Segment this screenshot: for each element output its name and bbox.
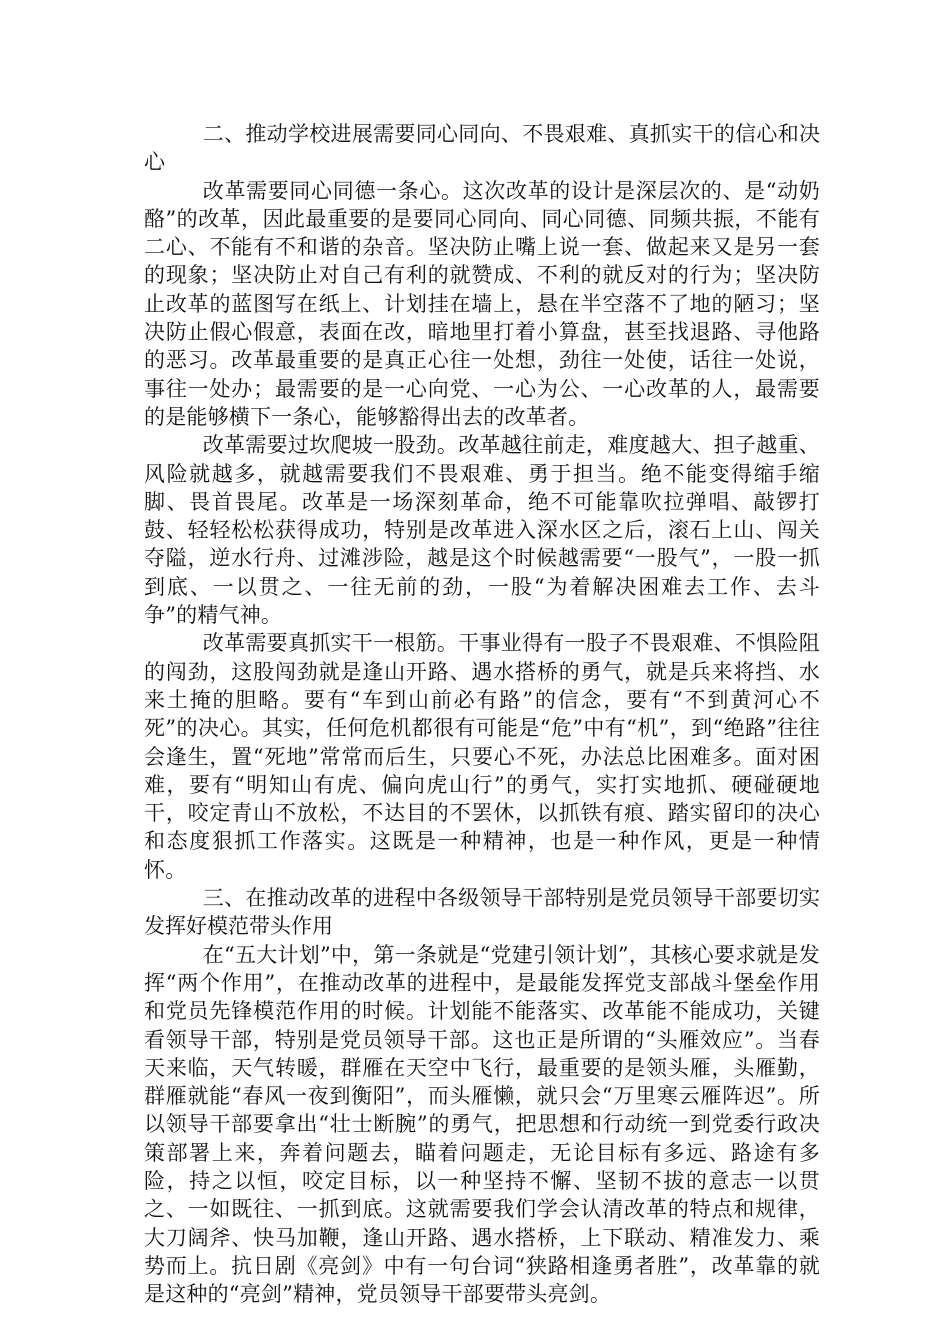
body-paragraph: 改革需要同心同德一条心。这次改革的设计是深层次的、是“动奶酪”的改革，因此最重要的是要同心同向、同心同德、同频共振，不能有二心、不能有不和谐的杂音。坚决防止嘴上说一套、做起来又是另一套的现象；坚决防止对自己有利的就赞成、不利的就反对的行为；坚决防止改革的蓝图写在纸上、计划挂在墙上，悬在半空落不了地的陋习；坚决防止假心假意，表面在改，暗地里打着小算盘，甚至找退路、寻他路的恶习。改革最重要的是真正心往一处想，劲往一处使，话往一处说，事往一处办；最需要的是一心向党、一心为公、一心改革的人，最需要的是能够横下一条心，能够豁得出去的改革者。: [144, 178, 820, 429]
body-paragraph: 改革需要过坎爬坡一股劲。改革越往前走，难度越大、担子越重、风险就越多，就越需要我们不畏艰难、勇于担当。绝不能变得缩手缩脚、畏首畏尾。改革是一场深刻革命，绝不可能靠吹拉弹唱、敲锣打鼓、轻轻松松获得成功，特别是改革进入深水区之后，滚石上山、闯关夺隘，逆水行舟、过滩涉险，越是这个时候越需要“一股气”，一股一抓到底、一以贯之、一往无前的劲，一股“为着解决困难去工作、去斗争”的精气神。: [144, 433, 820, 628]
document-page: [144, 120, 820, 1308]
body-paragraph: 在“五大计划”中，第一条就是“党建引领计划”，其核心要求就是发挥“两个作用”，在推动改革的进程中，是最能发挥党支部战斗堡垒作用和党员先锋模范作用的时候。计划能不能落实、改革能不能成功，关键看领导干部，特别是党员领导干部。这也正是所谓的“头雁效应”。当春天来临，天气转暖，群雁在天空中飞行，最重要的是领头雁，头雁勤，群雁就能“春风一夜到衡阳”，而头雁懒，就只会“万里寒云雁阵迟”。所以领导干部要拿出“壮士断腕”的勇气，把思想和行动统一到党委行政决策部署上来，奔着问题去，瞄着问题走，无论目标有多远、路途有多险，持之以恒，咬定目标，以一种坚持不懈、坚韧不拔的意志一以贯之、一如既往、一抓到底。这就需要我们学会认清改革的特点和规律，大刀阔斧、快马加鞭，逢山开路、遇水搭桥，上下联动、精准发力、乘势而上。抗日剧《亮剑》中有一句台词“狭路相逢勇者胜”，改革靠的就是这种的“亮剑”精神，党员领导干部要带头亮剑。: [144, 942, 820, 1307]
body-paragraph: 改革需要真抓实干一根筋。干事业得有一股子不畏艰难、不惧险阻的闯劲，这股闯劲就是逢山开路、遇水搭桥的勇气，就是兵来将挡、水来土掩的胆略。要有“车到山前必有路”的信念，要有“不到黄河心不死”的决心。其实，任何危机都很有可能是“危”中有“机”，到“绝路”往往会逢生，置“死地”常常而后生，只要心不死，办法总比困难多。面对困难，要有“明知山有虎、偏向虎山行”的勇气，实打实地抓、硬碰硬地干，咬定青山不放松，不达目的不罢休，以抓铁有痕、踏实留印的决心和态度狠抓工作落实。这既是一种精神，也是一种作风，更是一种情怀。: [144, 631, 820, 882]
section-heading: 三、在推动改革的进程中各级领导干部特别是党员领导干部要切实发挥好模范带头作用: [144, 886, 820, 939]
section-heading: 二、推动学校进展需要同心同向、不畏艰难、真抓实干的信心和决心: [144, 122, 820, 175]
